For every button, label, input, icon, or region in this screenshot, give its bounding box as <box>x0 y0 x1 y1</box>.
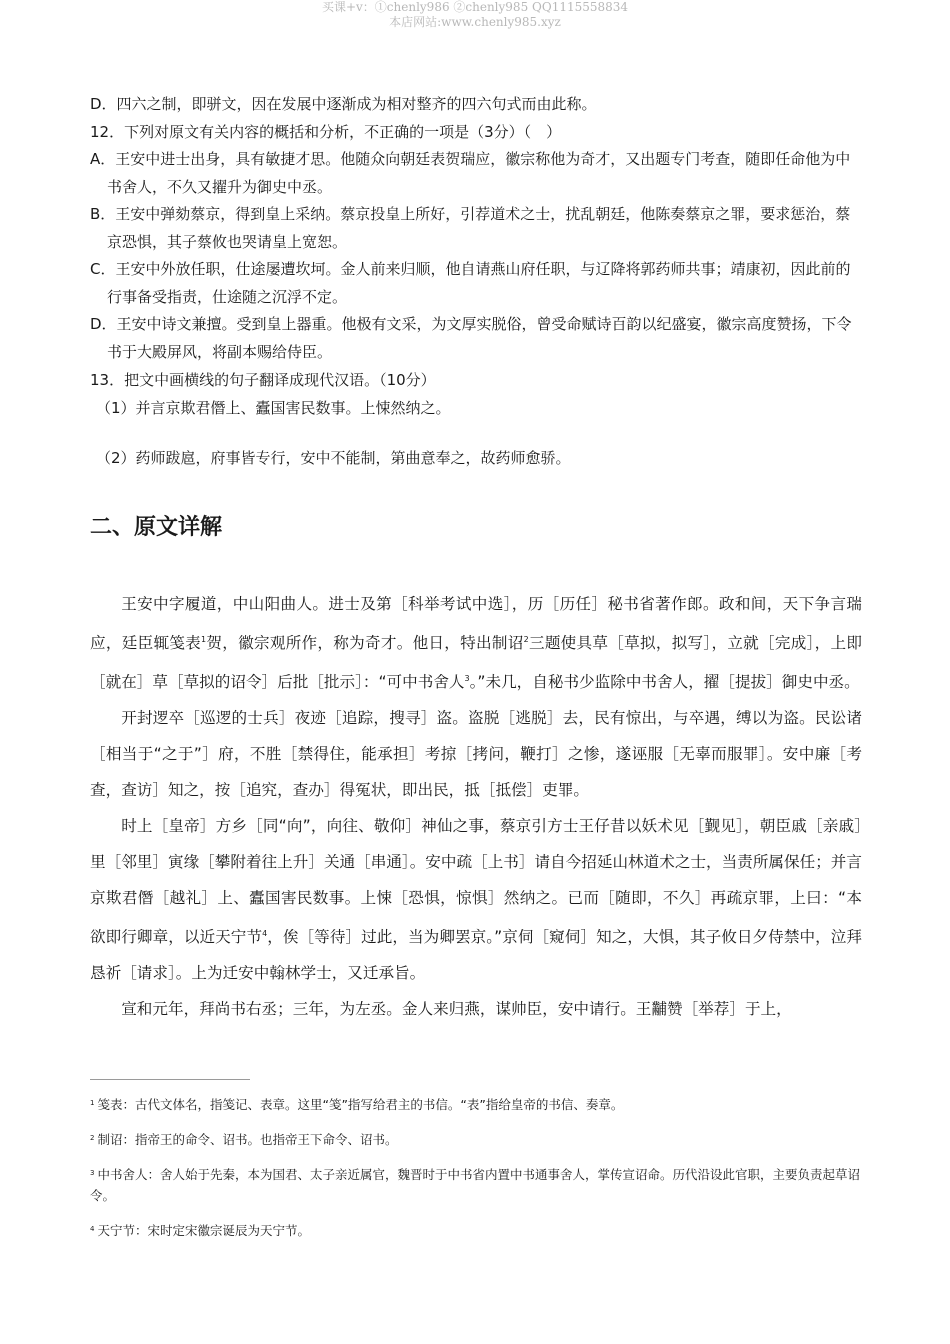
paragraph-3-text-b: ，俟［等待］过此，当为卿罢京。”京伺［窥伺］知之，大惧，其子攸日夕侍禁中，泣拜恳祈［请求］。上为迁安中翰林学士，又迁承旨。 <box>90 928 862 982</box>
question-12-option-b: B．王安中弹劾蔡京，得到皇上采纳。蔡京投皇上所好，引荐道术之士，扰乱朝廷，他陈奏蔡京之罪，要求惩治，蔡京恐惧，其子蔡攸也哭请皇上宽恕。 <box>90 205 851 251</box>
footnote-divider <box>90 1079 250 1080</box>
footnote-number: 1 <box>90 1099 95 1107</box>
article-paragraph-3 <box>90 808 862 991</box>
footnote-number: 3 <box>90 1169 95 1177</box>
footnote-number: 2 <box>90 1134 95 1142</box>
paragraph-1-text-b: 贺，徽宗观所作，称为奇才。他日，特出制诏 <box>206 634 524 652</box>
question-12-stem: 12．下列对原文有关内容的概括和分析，不正确的一项是（3分）（ ） <box>90 123 562 141</box>
section-title: 二、原文详解 <box>90 515 223 540</box>
question-13-sub-2: （2）药师跋扈，府事皆专行，安中不能制，第曲意奉之，故药师愈骄。 <box>96 449 571 467</box>
article-paragraph-4: 宣和元年，拜尚书右丞；三年，为左丞。金人来归燕，谋帅臣，安中请行。王黼赞［举荐］于上， <box>121 1000 792 1018</box>
footnote-ref-3[interactable]: 3 <box>464 674 470 683</box>
watermark-website: 本店网站:www.chenly985.xyz <box>389 15 561 29</box>
footnote-4 <box>90 1219 860 1241</box>
article-paragraph-2: 开封逻卒［巡逻的士兵］夜迹［追踪，搜寻］盗。盗脱［逃脱］去，民有惊出，与卒遇，缚以为盗。民讼诸［相当于“之于”］府，不胜［禁得住，能承担］考掠［拷问，鞭打］之惨，遂诬服［无辜而服罪］。安中廉［考查，查访］知之，按［追究，查办］得冤状，即出民，抵［抵偿］吏罪。 <box>90 709 862 799</box>
question-13-stem: 13．把文中画横线的句子翻译成现代汉语。（10分） <box>90 371 436 389</box>
article-paragraph-1 <box>90 586 862 700</box>
article-body <box>90 586 862 1027</box>
footnote-ref-1[interactable]: 1 <box>201 635 207 644</box>
question-12-option-a: A．王安中进士出身，具有敏捷才思。他随众向朝廷表贺瑞应，徽宗称他为奇才，又出题专门考查，随即任命他为中书舍人，不久又擢升为御史中丞。 <box>90 150 851 196</box>
questions-section <box>90 90 862 472</box>
footnote-text: 天宁节：宋时定宋徽宗诞辰为天宁节。 <box>97 1223 310 1238</box>
paragraph-1-text-c: 三题使具草［草拟，拟写］，立就［完成］，上即［就在］草［草拟的诏令］后批［批示］：“可中书舍人 <box>90 634 862 691</box>
paragraph-3-text-a: 时上［皇帝］方乡［同“向”，向往、敬仰］神仙之事，蔡京引方士王仔昔以妖术见［觐见］，朝臣戚［亲戚］里［邻里］寅缘［攀附着往上升］关通［串通］。安中疏［上书］请自今招延山林道术之士，当责所属保任；并言京欺君僭［越礼］上、蠹国害民数事。上悚［恐惧，惊惧］然纳之。已而［随即，不久］再疏京罪，上曰：“本欲即行卿章，以近天宁节 <box>90 817 862 946</box>
watermark <box>0 0 950 30</box>
footnote-text: 笺表：古代文体名，指笺记、表章。这里“笺”指写给君主的书信。“表”指给皇帝的书信、奏章。 <box>97 1097 624 1112</box>
footnote-text: 制诏：指帝王的命令、诏书。也指帝王下命令、诏书。 <box>97 1132 398 1147</box>
question-12-option-d: D．王安中诗文兼擅。受到皇上器重。他极有文采，为文厚实脱俗，曾受命赋诗百韵以纪盛宴，徽宗高度赞扬，下令书于大殿屏风，将副本赐给侍臣。 <box>90 315 852 361</box>
footnote-ref-2[interactable]: 2 <box>523 635 529 644</box>
footnote-1 <box>90 1093 860 1115</box>
footnote-number: 4 <box>90 1225 95 1233</box>
footnote-2 <box>90 1128 860 1150</box>
paragraph-1-text-a: 王安中字履道，中山阳曲人。进士及第［科举考试中选］，历［历任］秘书省著作郎。政和间，天下争言瑞应，廷臣辄笺表 <box>90 595 862 652</box>
paragraph-1-text-d: 。”未几，自秘书少监除中书舍人，擢［提拔］御史中丞。 <box>469 673 860 691</box>
watermark-contact: 买课+v：①chenly986 ②chenly985 QQ1115558834 <box>321 0 629 14</box>
footnotes <box>90 1093 860 1254</box>
question-13-sub-1: （1）并言京欺君僭上、蠹国害民数事。上悚然纳之。 <box>96 399 451 417</box>
footnote-3 <box>90 1163 860 1206</box>
question-12-option-c: C．王安中外放任职，仕途屡遭坎坷。金人前来归顺，他自请燕山府任职，与辽降将郭药师共事；靖康初，因此前的行事备受指责，仕途随之沉浮不定。 <box>90 260 851 306</box>
footnote-text: 中书舍人：舍人始于先秦，本为国君、太子亲近属官，魏晋时于中书省内置中书通事舍人，掌传宣诏命。历代沿设此官职，主要负责起草诏令。 <box>90 1167 860 1203</box>
footnote-ref-4[interactable]: 4 <box>262 929 268 938</box>
prev-question-option-d: D．四六之制，即骈文，因在发展中逐渐成为相对整齐的四六句式而由此称。 <box>90 95 597 113</box>
